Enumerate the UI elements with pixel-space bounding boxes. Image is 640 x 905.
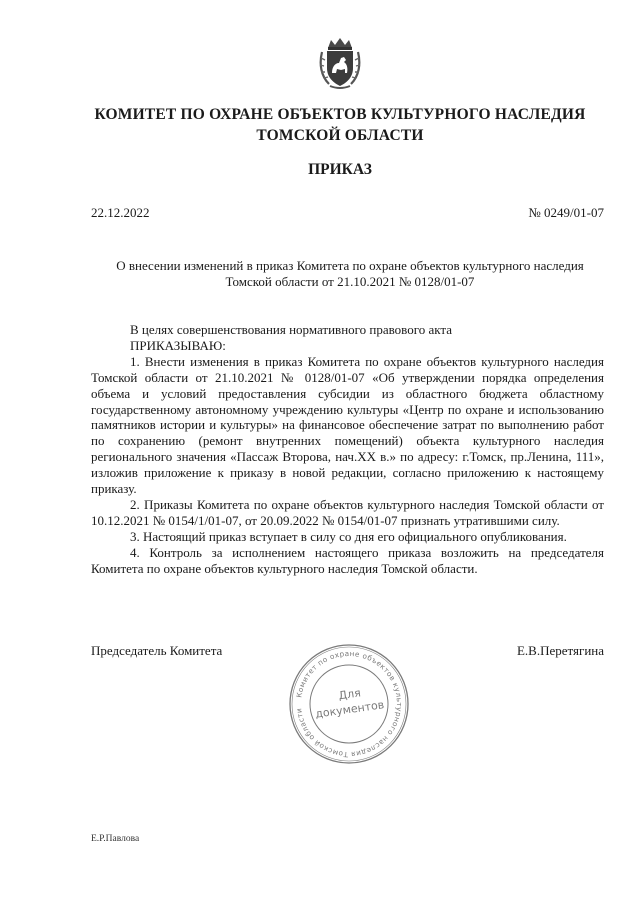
committee-name-line1: КОМИТЕТ ПО ОХРАНЕ ОБЪЕКТОВ КУЛЬТУРНОГО НАСЛЕДИЯ: [94, 106, 586, 123]
document-number: № 0249/01-07: [528, 205, 604, 220]
seal-center-line2: документов: [314, 698, 386, 721]
committee-name-line2: ТОМСКОЙ ОБЛАСТИ: [256, 127, 424, 144]
document-date: 22.12.2022: [91, 205, 150, 220]
subject-line1: О внесении изменений в приказ Комитета по охране объектов культурного наследия: [116, 258, 584, 273]
seal-ring-text: Комитет по охране объектов культурного наследия Томской области: [294, 648, 405, 760]
document-type: ПРИКАЗ: [308, 161, 372, 178]
document-subject: [80, 258, 620, 290]
signer-name: Е.В.Перетягина: [516, 643, 604, 658]
order-item-3: 3. Настоящий приказ вступает в силу со дня его официального опубликования.: [130, 528, 567, 544]
seal-center-line1: Для: [337, 686, 362, 703]
order-word: ПРИКАЗЫВАЮ:: [130, 337, 226, 353]
signer-title: Председатель Комитета: [91, 643, 223, 658]
order-item-2: 2. Приказы Комитета по охране объектов культурного наследия Томской области от 10.12.2021 № 0154/1/01-07, от 20.09.2022 № 0154/01-07 признать утратившими силу.: [91, 496, 604, 528]
subject-line2: Томской области от 21.10.2021 № 0128/01-07: [225, 274, 475, 289]
order-item-4: 4. Контроль за исполнением настоящего приказа возложить на председателя Комитета по охране объектов культурного наследия Томской области.: [91, 544, 604, 576]
round-seal-icon: [287, 642, 411, 766]
document-body: [91, 322, 604, 577]
executor-name: Е.Р.Павлова: [91, 834, 140, 844]
committee-name: [60, 104, 620, 146]
preamble: В целях совершенствования нормативного правового акта: [130, 322, 453, 337]
coat-of-arms-icon: [319, 36, 361, 90]
order-item-1: 1. Внести изменения в приказ Комитета по охране объектов культурного наследия Томской области от 21.10.2021 № 0128/01-07 «Об утверждении порядка определения объема и условий предоставления субсидии из областного бюджета областному государственному автономному учреждению культуры «Центр по охране и использованию памятников истории и культуры» на финансовое обеспечение затрат по выполнению работ по сохранению (ремонт внутренних помещений) объекта культурного наследия регионального значения «Пассаж Второва, нач.XX в.» по адресу: г.Томск, пр.Ленина, 111», изложив приложение к приказу в новой редакции, согласно приложению к настоящему приказу.: [91, 353, 604, 497]
